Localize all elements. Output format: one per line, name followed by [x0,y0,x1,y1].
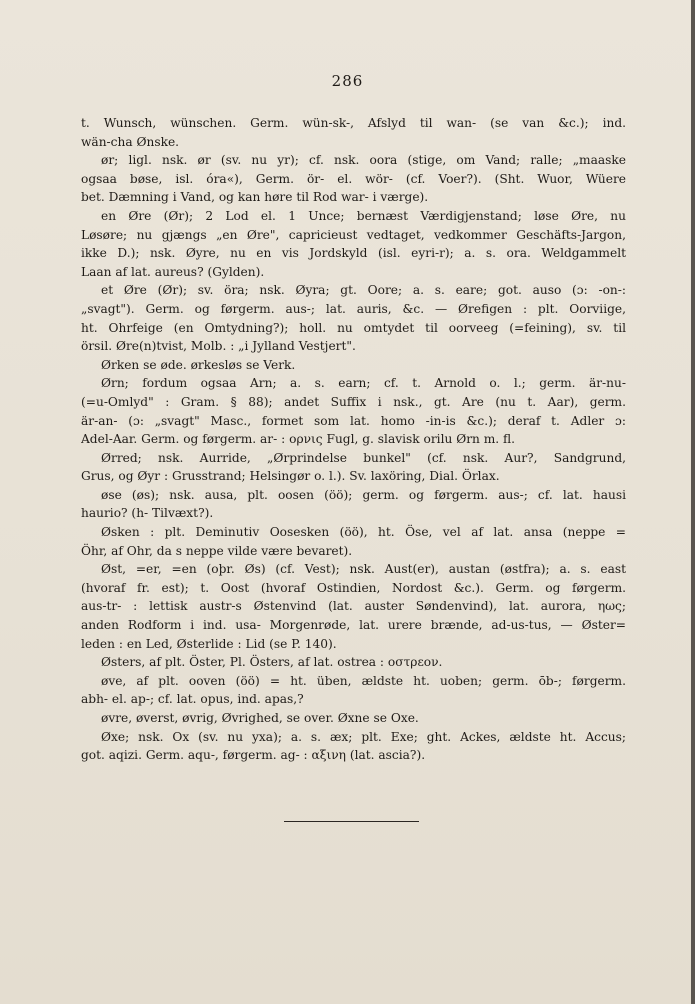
text-line: en Øre (Ør); 2 Lod el. 1 Unce; bernæst Værdigjenstand; løse Øre, nu [101,208,626,223]
text-line: Ørred; nsk. Aurride, „Ørprindelse bunkel" (cf. nsk. Aur?, Sandgrund, [101,450,626,465]
text-line: leden : en Led, Østerlide : Lid (se P. 140). [81,636,337,651]
text-line: wän-cha Ønske. [81,134,180,149]
text-line: ht. Ohrfeige (en Omtydning?); holl. nu omtydet til oorveeg (=feining), sv. til [81,320,626,335]
text-line: Ørn; fordum ogsaa Arn; a. s. earn; cf. t. Arnold o. l.; germ. är-nu- [101,376,626,391]
text-line: Løsøre; nu gjængs „en Øre", capricieust vedtaget, vedkommer Geschäfts-Jargon, [81,227,626,242]
text-line: Øst, =er, =en (oþr. Øs) (cf. Vest); nsk. Aust(er), austan (østfra); a. s. east [101,562,626,577]
text-line: Grus, og Øyr : Grusstrand; Helsingør o. l.). Sv. laxöring, Dial. Örlax. [81,469,500,484]
text-line: aus-tr- : lettisk austr-s Østenvind (lat. auster Søndenvind), lat. aurora, ηως; [81,599,626,614]
page-number: 286 [331,72,364,90]
page-edge [691,0,695,1004]
text-line: et Øre (Ør); sv. öra; nsk. Øyra; gt. Oore; a. s. eare; got. auso (ɔ: -on-: [101,283,626,298]
text-line: (=u-Omlyd" : Gram. § 88); andet Suffix i nsk., gt. Are (nu t. Aar), germ. [81,394,626,409]
text-line: øse (øs); nsk. ausa, plt. oosen (öö); germ. og førgerm. aus-; cf. lat. hausi [101,487,626,502]
text-line: Adel-Aar. Germ. og førgerm. ar- : ορνις Fugl, g. slavisk orilu Ørn m. fl. [81,432,516,447]
text-line: (hvoraf fr. est); t. Oost (hvoraf Ostindien, Nordost &c.). Germ. og førgerm. [81,580,626,595]
text-line: Öhr, af Ohr, da s neppe vilde være bevaret). [81,543,353,558]
text-line: Øsken : plt. Deminutiv Oosesken (öö), ht. Öse, vel af lat. ansa (neppe = [101,525,626,540]
text-line: t. Wunsch, wünschen. Germ. wün-sk-, Afslyd til wan- (se van &c.); ind. [81,116,626,130]
text-line: Østers, af plt. Öster, Pl. Östers, af lat. ostrea : οστρεον. [101,655,443,670]
text-line: got. aqizi. Germ. aqu-, førgerm. ag- : αξινη (lat. ascia?). [81,748,426,763]
text-line: ogsaa bøse, isl. óra«), Germ. ör- el. wör- (cf. Voer?). (Sht. Wuor, Wüere [81,171,626,186]
text-line: øve, af plt. ooven (öö) = ht. üben, ældste ht. uoben; germ. ōb-; førgerm. [101,673,626,688]
text-line: Ørken se øde. ørkesløs se Verk. [101,357,296,372]
text-line: Laan af lat. aureus? (Gylden). [81,264,265,279]
text-line: anden Rodform i ind. usa- Morgenrøde, lat. urere brænde, ad-us-tus, — Øster= [81,618,626,633]
text-line: ør; ligl. nsk. ør (sv. nu yr); cf. nsk. oora (stige, om Vand; ralle; „maaske [101,153,626,168]
text-line: „svagt"). Germ. og førgerm. aus-; lat. auris, &c. — Ørefigen : plt. Oorviige, [81,301,626,316]
text-line: Øxe; nsk. Ox (sv. nu yxa); a. s. æx; plt. Exe; ght. Ackes, ældste ht. Accus; [101,729,626,744]
text-line: örsil. Øre(n)tvist, Molb. : „i Jylland Vestjert". [81,339,356,354]
text-line: øvre, øverst, øvrig, Øvrighed, se over. Øxne se Oxe. [101,711,419,725]
dictionary-text [81,114,626,765]
text-line: ikke D.); nsk. Øyre, nu en vis Jordskyld (isl. eyri-r); a. s. ora. Weldgammelt [81,246,626,261]
text-line: abh- el. ap-; cf. lat. opus, ind. apas,? [81,692,304,707]
footer-rule [284,821,419,822]
text-line: bet. Dæmning i Vand, og kan høre til Rod war- i værge). [81,190,429,205]
text-line: är-an- (ɔ: „svagt" Masc., formet som lat. homo -in-is &c.); deraf t. Adler ɔ: [81,413,626,428]
text-line: haurio? (h- Tilvæxt?). [81,506,214,521]
